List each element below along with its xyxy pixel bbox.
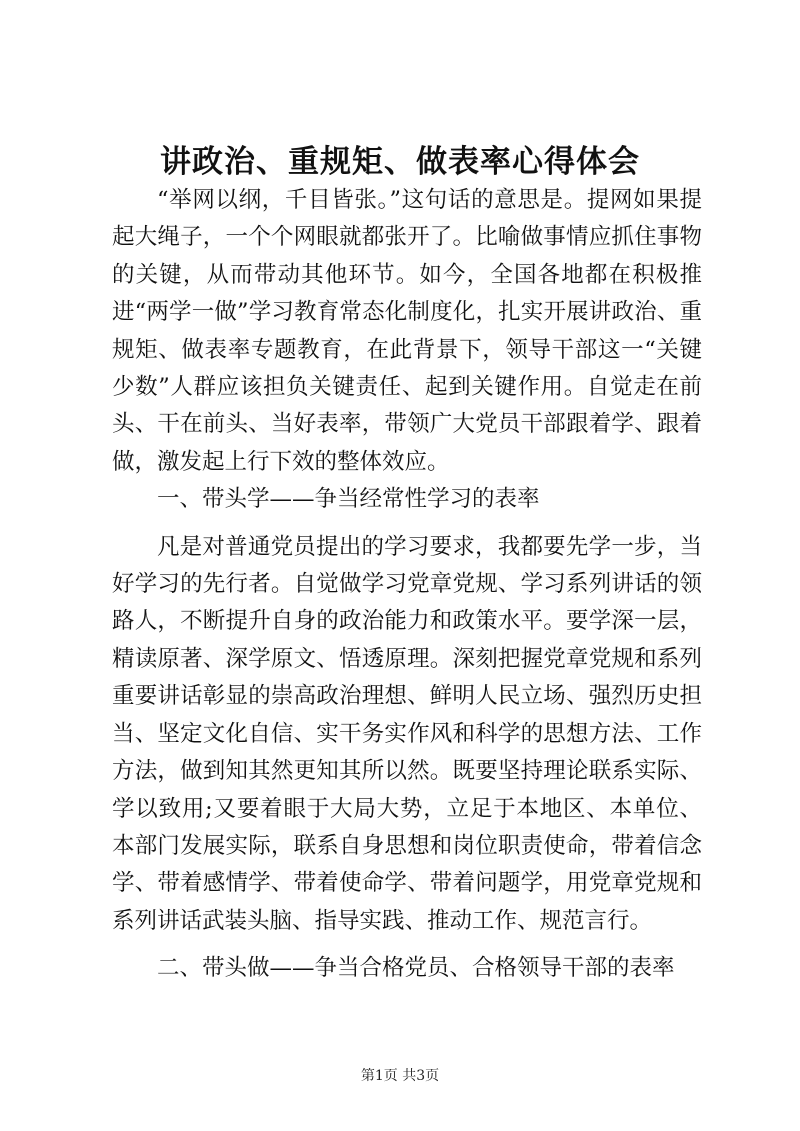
section-heading-1: 一、带头学——争当经常性学习的表率 <box>157 486 540 513</box>
paragraph-section-1: 凡是对普通党员提出的学习要求，我都要先学一步，当好学习的先行者。自觉做学习党章党规、学习系列讲话的领路人，不断提升自身的政治能力和政策水平。要学深一层，精读原著、深学原文、悟透原理。深刻把握党章党规和系列重要讲话彰显的崇高政治理想、鲜明人民立场、强烈历史担当、坚定文化自信、实干务实作风和科学的思想方法、工作方法，做到知其然更知其所以然。既要坚持理论联系实际、学以致用;又要着眼于大局大势，立足于本地区、本单位、本部门发展实际，联系自身思想和岗位职责使命，带着信念学、带着感情学、带着使命学、带着问题学，用党章党规和系列讲话武装头脑、指导实践、推动工作、规范言行。 <box>112 533 702 934</box>
page-title: 讲政治、重规矩、做表率心得体会 <box>160 144 640 180</box>
section-heading-2: 二、带头做——争当合格党员、合格领导干部的表率 <box>157 955 675 982</box>
paragraph-intro: “举网以纲，千目皆张。”这句话的意思是。提网如果提起大绳子，一个个网眼就都张开了。比喻做事情应抓住事物的关键，从而带动其他环节。如今，全国各地都在积极推进“两学一做”学习教育常态化制度化，扎实开展讲政治、重规矩、做表率专题教育，在此背景下，领导干部这一“关键少数”人群应该担负关键责任、起到关键作用。自觉走在前头、干在前头、当好表率，带领广大党员干部跟着学、跟着做，激发起上行下效的整体效应。 <box>112 187 702 475</box>
page-number-footer: 第1页 共3页 <box>360 1068 440 1084</box>
document-body <box>112 182 702 988</box>
